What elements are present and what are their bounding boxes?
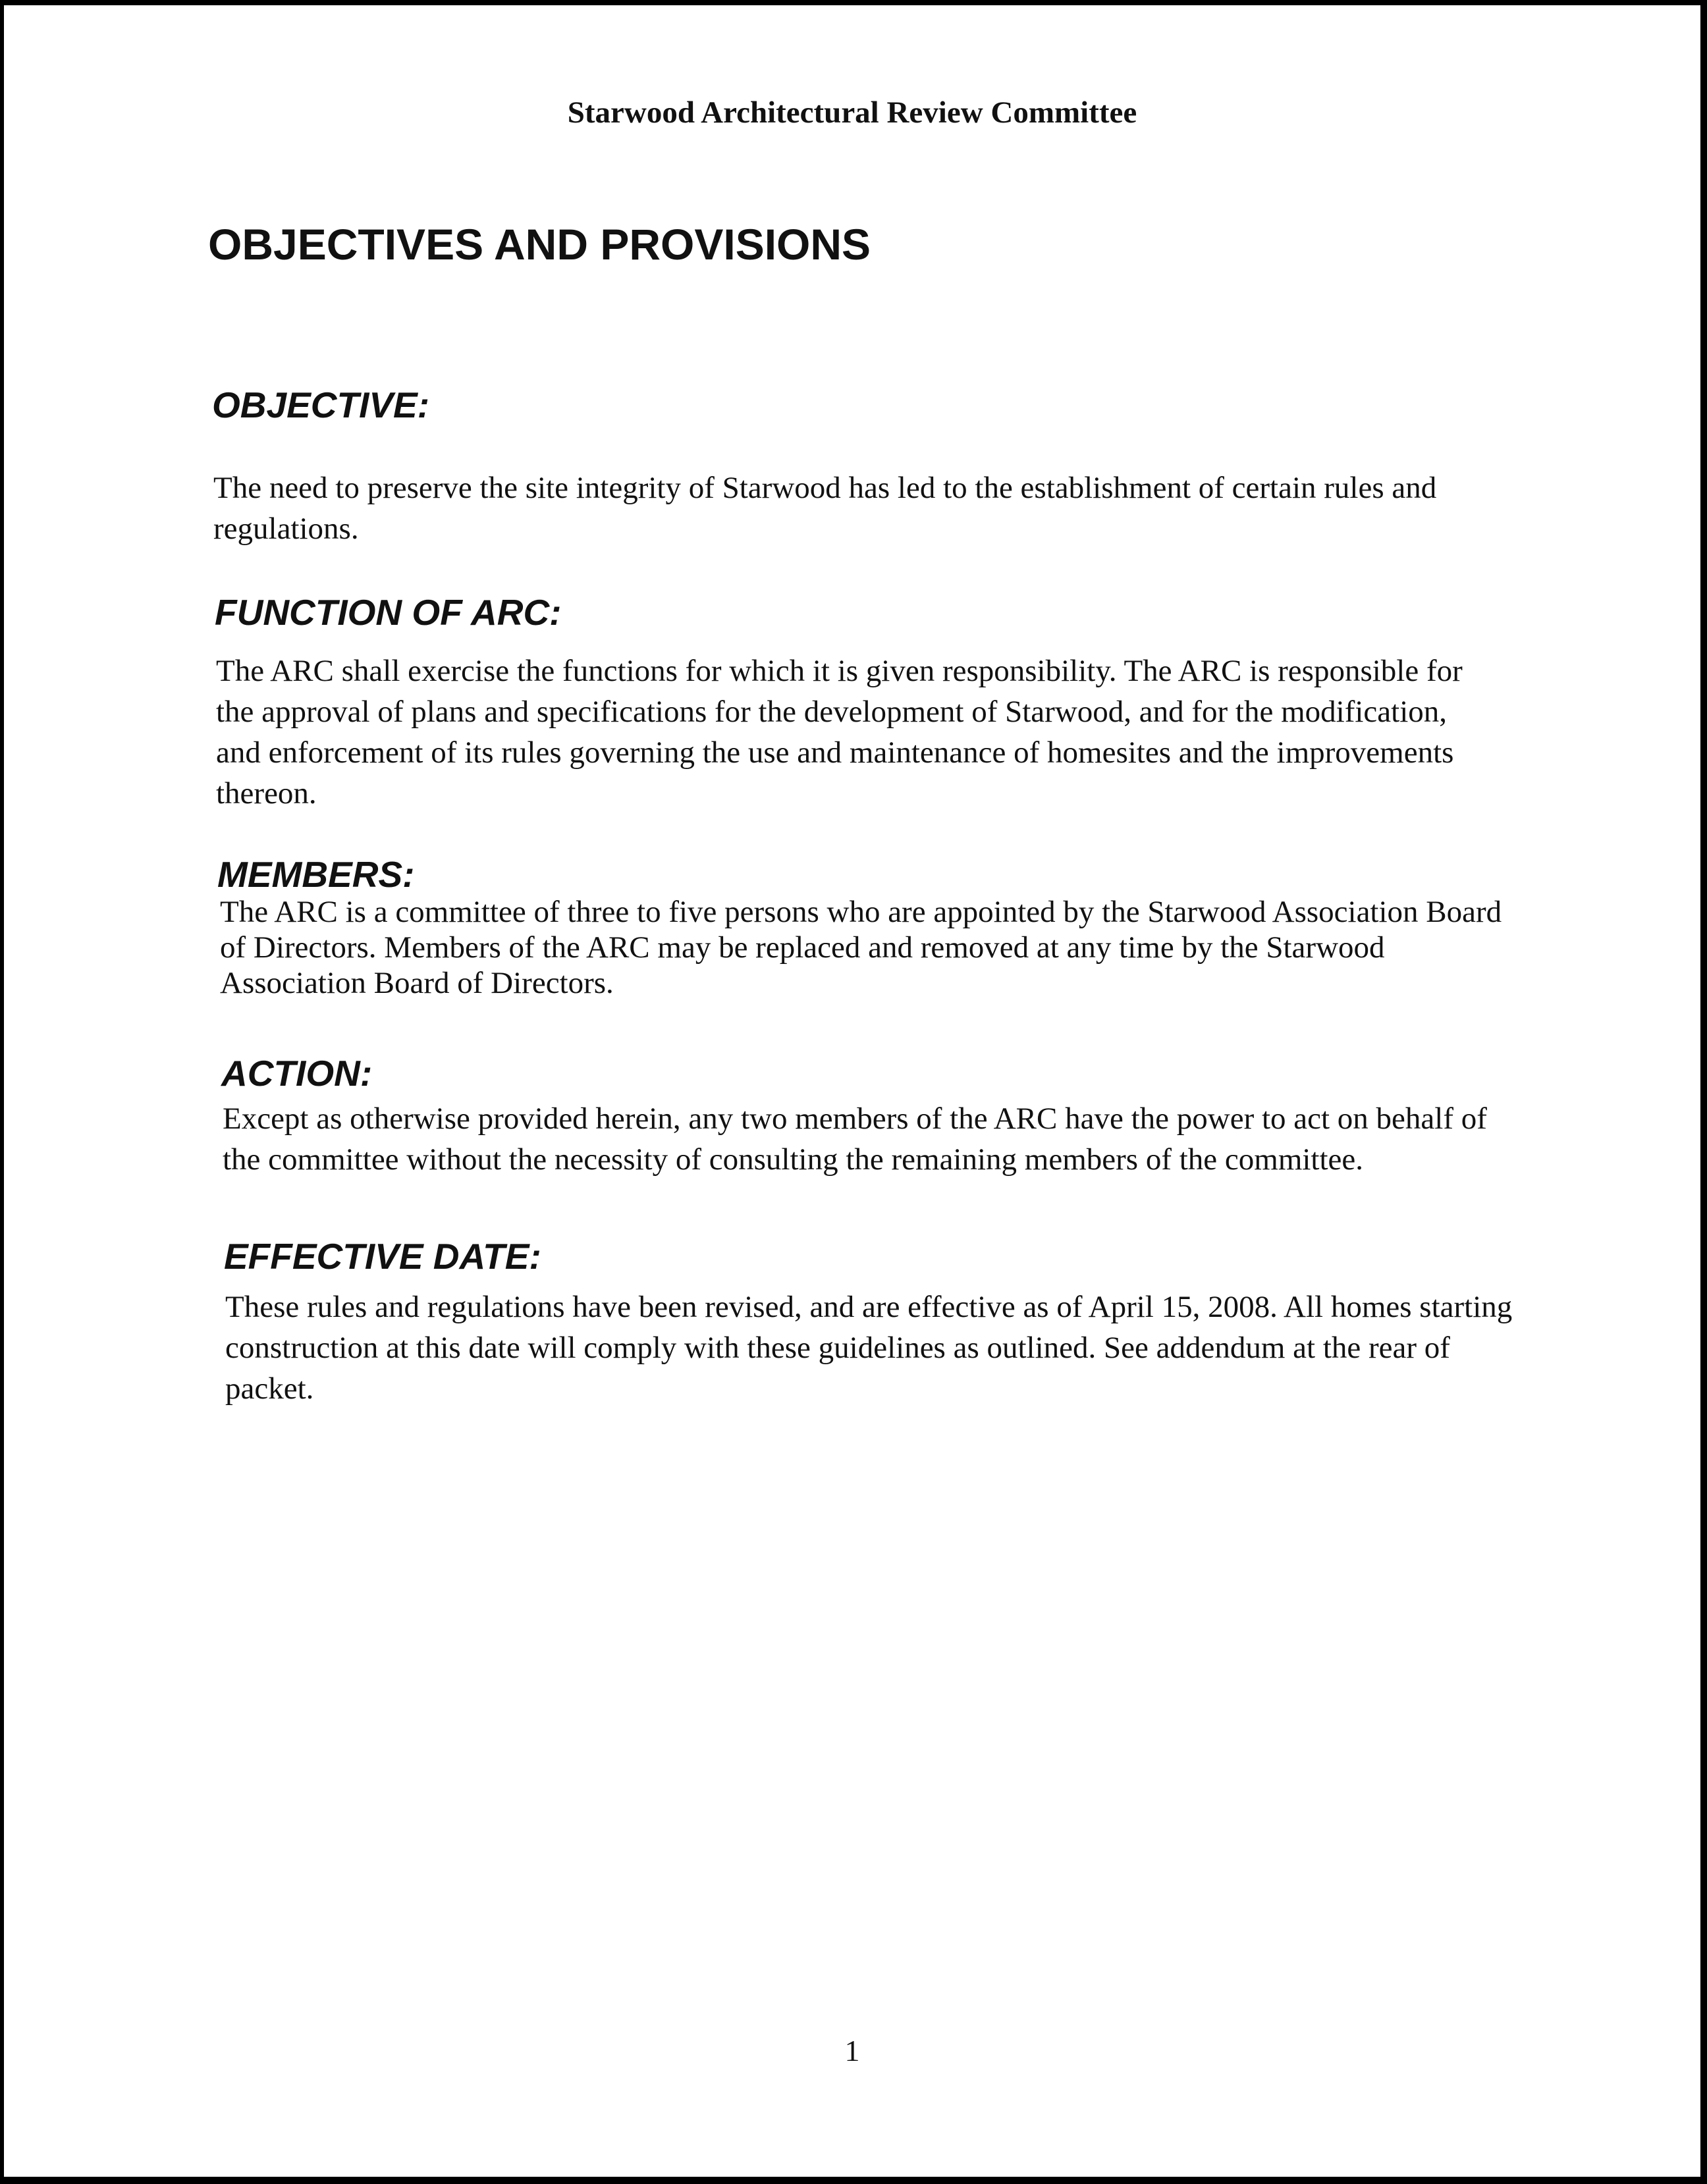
section-body-members: The ARC is a committee of three to five persons who are appointed by the Starwood Association Board of Directors. Members of the ARC may be replaced and removed at any time by the Starwood Association Board of Directors. xyxy=(220,895,1502,1000)
section-body-effective-date: These rules and regulations have been revised, and are effective as of April 15, 2008. All homes starting construction at this date will comply with these guidelines as outlined. See addendum at the rear of packet. xyxy=(225,1290,1513,1406)
document-page xyxy=(4,5,1700,2177)
section-body-function-of-arc: The ARC shall exercise the functions for which it is given responsibility. The ARC is responsible for the approval of plans and specifications for the development of Starwood, and for the modification, and enforcement of its rules governing the use and maintenance of homesites and the improvements thereon. xyxy=(216,654,1463,811)
section-body-action: Except as otherwise provided herein, any two members of the ARC have the power to act on behalf of the committee without the necessity of consulting the remaining members of the committee. xyxy=(223,1102,1487,1177)
section-body-objective: The need to preserve the site integrity of Starwood has led to the establishment of certain rules and regulations. xyxy=(213,471,1437,546)
page-number: 1 xyxy=(844,2034,860,2067)
section-heading-objective: OBJECTIVE: xyxy=(212,385,430,425)
section-heading-effective-date: EFFECTIVE DATE: xyxy=(224,1236,541,1277)
section-heading-function-of-arc: FUNCTION OF ARC: xyxy=(215,592,562,633)
section-heading-members: MEMBERS: xyxy=(217,854,415,895)
document-title: OBJECTIVES AND PROVISIONS xyxy=(208,220,871,269)
section-heading-action: ACTION: xyxy=(221,1053,373,1094)
committee-header: Starwood Architectural Review Committee xyxy=(567,95,1137,130)
